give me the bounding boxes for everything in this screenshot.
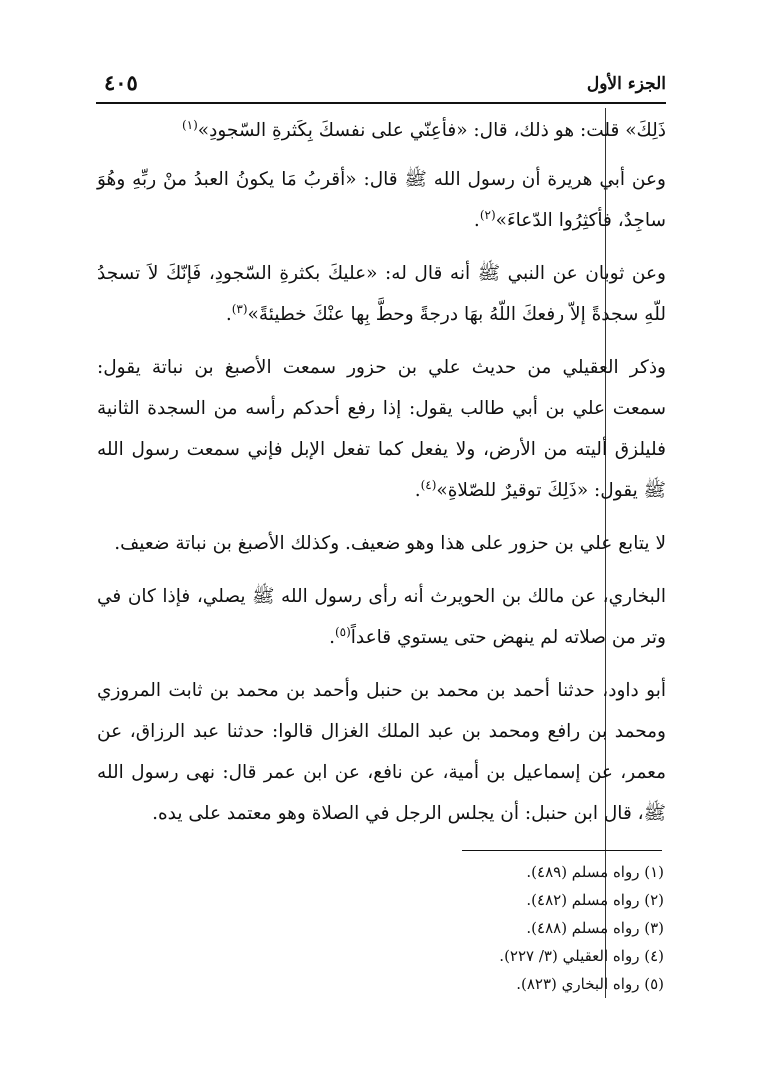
paragraph-text: لا يتابع علي بن حزور على هذا وهو ضعيف. وكذلك الأصبغ بن نباتة ضعيف. <box>114 533 666 554</box>
paragraph-7 <box>97 670 666 834</box>
footnote-rule <box>462 850 662 851</box>
footnote-ref: (٢) <box>479 207 496 222</box>
paragraph-tail: . <box>473 210 480 231</box>
paragraph-tail: . <box>414 480 421 501</box>
footnotes <box>404 858 664 998</box>
paragraph-tail: . <box>329 627 335 648</box>
paragraph-6 <box>97 576 666 658</box>
footnote-1: (١) رواه مسلم (٤٨٩). <box>526 863 664 881</box>
header-rule <box>96 102 666 104</box>
footnote-4: (٤) رواه العقيلي (٣/ ٢٢٧). <box>499 947 664 965</box>
footnote-3: (٣) رواه مسلم (٤٨٨). <box>526 919 664 937</box>
footnote-2: (٢) رواه مسلم (٤٨٢). <box>526 891 664 909</box>
footnote-5: (٥) رواه البخاري (٨٢٣). <box>516 975 664 993</box>
paragraph-1 <box>97 110 666 151</box>
main-text <box>97 110 666 846</box>
footnote-ref: (٥) <box>334 624 351 639</box>
paragraph-2 <box>97 159 666 241</box>
paragraph-text: وعن ثوبان عن النبي ﷺ أنه قال له: «عليكَ بكثرةِ السّجودِ، فَإنّكَ لاَ تسجدُ للّهِ سجدةً إلاّ رفعكَ اللّهُ بهَا درجةً وحطَّ بِها عنْكَ خطيئةً» <box>97 263 666 325</box>
paragraph-text: ذَلِكَ» قلت: هو ذلك، قال: «فأعِنّي على نفسكَ بِكَثرةِ السّجودِ» <box>197 120 666 141</box>
paragraph-tail: . <box>225 304 232 325</box>
paragraph-text: وذكر العقيلي من حديث علي بن حزور سمعت الأصبغ بن نباتة يقول: سمعت علي بن أبي طالب يقول: إذا رفع أحدكم رأسه من السجدة الثانية فليلزق أليته من الأرض، ولا يفعل كما تفعل الإبل فإني سمعت رسول الله ﷺ يقول: «ذَلِكَ توقيرٌ للصّلاةِ» <box>97 357 666 501</box>
paragraph-text: البخاري، عن مالك بن الحويرث أنه رأى رسول الله ﷺ يصلي، فإذا كان في وتر من صلاته لم ينهض حتى يستوي قاعداً <box>97 586 666 648</box>
paragraph-3 <box>97 253 666 335</box>
volume-title: الجزء الأول <box>586 74 666 94</box>
footnote-ref: (٣) <box>231 301 248 316</box>
paragraph-text: وعن أبي هريرة أن رسول الله ﷺ قال: «أقربُ مَا يكونُ العبدُ منْ ربِّهِ وهُوَ ساجِدٌ، فأكثِرُوا الدّعاءَ» <box>97 169 666 231</box>
page-number: ٤٠٥ <box>104 70 138 95</box>
paragraph-5 <box>97 523 666 564</box>
footnote-ref: (١) <box>181 117 198 132</box>
page-header <box>96 64 666 102</box>
paragraph-text: أبو داود، حدثنا أحمد بن محمد بن حنبل وأحمد بن محمد بن ثابت المروزي ومحمد بن رافع ومحمد بن عبد الملك الغزال قالوا: حدثنا عبد الرزاق، عن معمر، عن إسماعيل بن أمية، عن نافع، عن ابن عمر قال: نهى رسول الله ﷺ، قال ابن حنبل: أن يجلس الرجل في الصلاة وهو معتمد على يده. <box>97 680 666 824</box>
footnote-ref: (٤) <box>420 477 437 492</box>
paragraph-4 <box>97 347 666 511</box>
